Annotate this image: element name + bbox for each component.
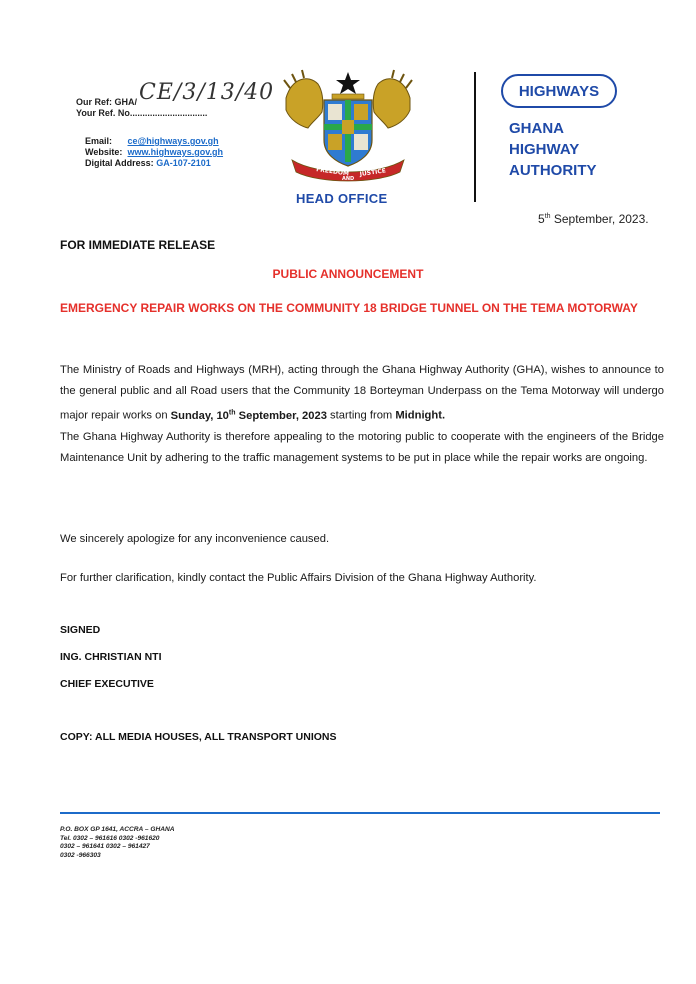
coat-of-arms-icon — [278, 68, 418, 186]
footer-line-1: P.O. BOX GP 1641, ACCRA – GHANA — [60, 826, 175, 833]
signed-label: SIGNED — [60, 624, 101, 636]
email-label: Email: — [85, 136, 113, 146]
body-paragraph-1 — [60, 360, 664, 469]
motto-left: FREEDOM — [315, 166, 350, 178]
letterhead-divider — [474, 72, 476, 202]
gha-logo-text — [509, 118, 597, 181]
announcement-title: PUBLIC ANNOUNCEMENT — [272, 267, 424, 281]
highways-logo-text: HIGHWAYS — [518, 82, 600, 100]
for-immediate-release: FOR IMMEDIATE RELEASE — [60, 238, 216, 252]
motto-mid: AND — [342, 176, 355, 182]
date-day: 5 — [538, 212, 545, 226]
body-paragraph-4: For further clarification, kindly contact the Public Affairs Division of the Ghana Highway Authority. — [60, 572, 537, 584]
digital-address-label: Digital Address: — [85, 158, 154, 168]
document-date — [538, 212, 649, 226]
motto-right: JUSTICE — [359, 167, 387, 178]
email-link[interactable]: ce@highways.gov.gh — [127, 136, 219, 146]
p1-date-a: Sunday, 10 — [170, 409, 229, 422]
website-link[interactable]: www.highways.gov.gh — [127, 147, 224, 157]
p1-text-b: starting from — [326, 409, 396, 422]
p1-time: Midnight. — [395, 409, 446, 422]
contact-block — [85, 136, 223, 169]
p2-text: The Ghana Highway Authority is therefore appealing to the motoring public to cooperate with the engineers of the Bridge Maintenance Unit by adhering to the traffic management systems to be put in place while the repair works are ongoing. — [60, 430, 664, 464]
headline: EMERGENCY REPAIR WORKS ON THE COMMUNITY 18 BRIDGE TUNNEL ON THE TEMA MOTORWAY — [60, 301, 638, 315]
gha-logo-line1: GHANA — [509, 120, 564, 137]
signatory-name: ING. CHRISTIAN NTI — [60, 651, 162, 663]
gha-logo-line2: HIGHWAY — [509, 141, 580, 158]
date-rest: September, 2023. — [550, 212, 649, 226]
your-ref-dots: .............................. — [132, 108, 208, 118]
your-ref-label: Your Ref. No. — [76, 108, 133, 118]
digital-address-value: GA-107-2101 — [156, 158, 211, 168]
website-label: Website: — [85, 147, 123, 157]
date-suffix: th — [544, 213, 551, 220]
copy-line: COPY: ALL MEDIA HOUSES, ALL TRANSPORT UNIONS — [60, 731, 337, 743]
head-office-label: HEAD OFFICE — [296, 191, 388, 206]
p1-text-a: The Ministry of Roads and Highways (MRH), acting through the Ghana Highway Authority (GHA), wishes to announce to the general public and all Road users that the Community 18 Borteyman Underpass on the Tema Motorway will undergo major repair works on — [60, 364, 664, 422]
our-ref-handwritten: CE/3/13/40 — [139, 80, 275, 105]
footer-line-2: Tel. 0302 – 961616 0302 -961620 — [60, 834, 160, 842]
footer-divider — [60, 812, 660, 814]
footer-address — [60, 826, 175, 860]
our-ref-label: Our Ref: GHA/ — [76, 97, 138, 107]
body-paragraph-3: We sincerely apologize for any inconvenience caused. — [60, 533, 330, 545]
signatory-title: CHIEF EXECUTIVE — [60, 678, 154, 690]
p1-date-b: September, 2023 — [235, 409, 327, 422]
p1-date-sup: th — [228, 409, 236, 416]
highways-logo-badge — [501, 74, 617, 108]
gha-logo-line3: AUTHORITY — [509, 162, 597, 179]
your-ref — [76, 108, 207, 118]
footer-line-4: 0302 -966303 — [60, 851, 101, 859]
footer-line-3: 0302 – 961641 0302 – 961427 — [60, 843, 150, 850]
